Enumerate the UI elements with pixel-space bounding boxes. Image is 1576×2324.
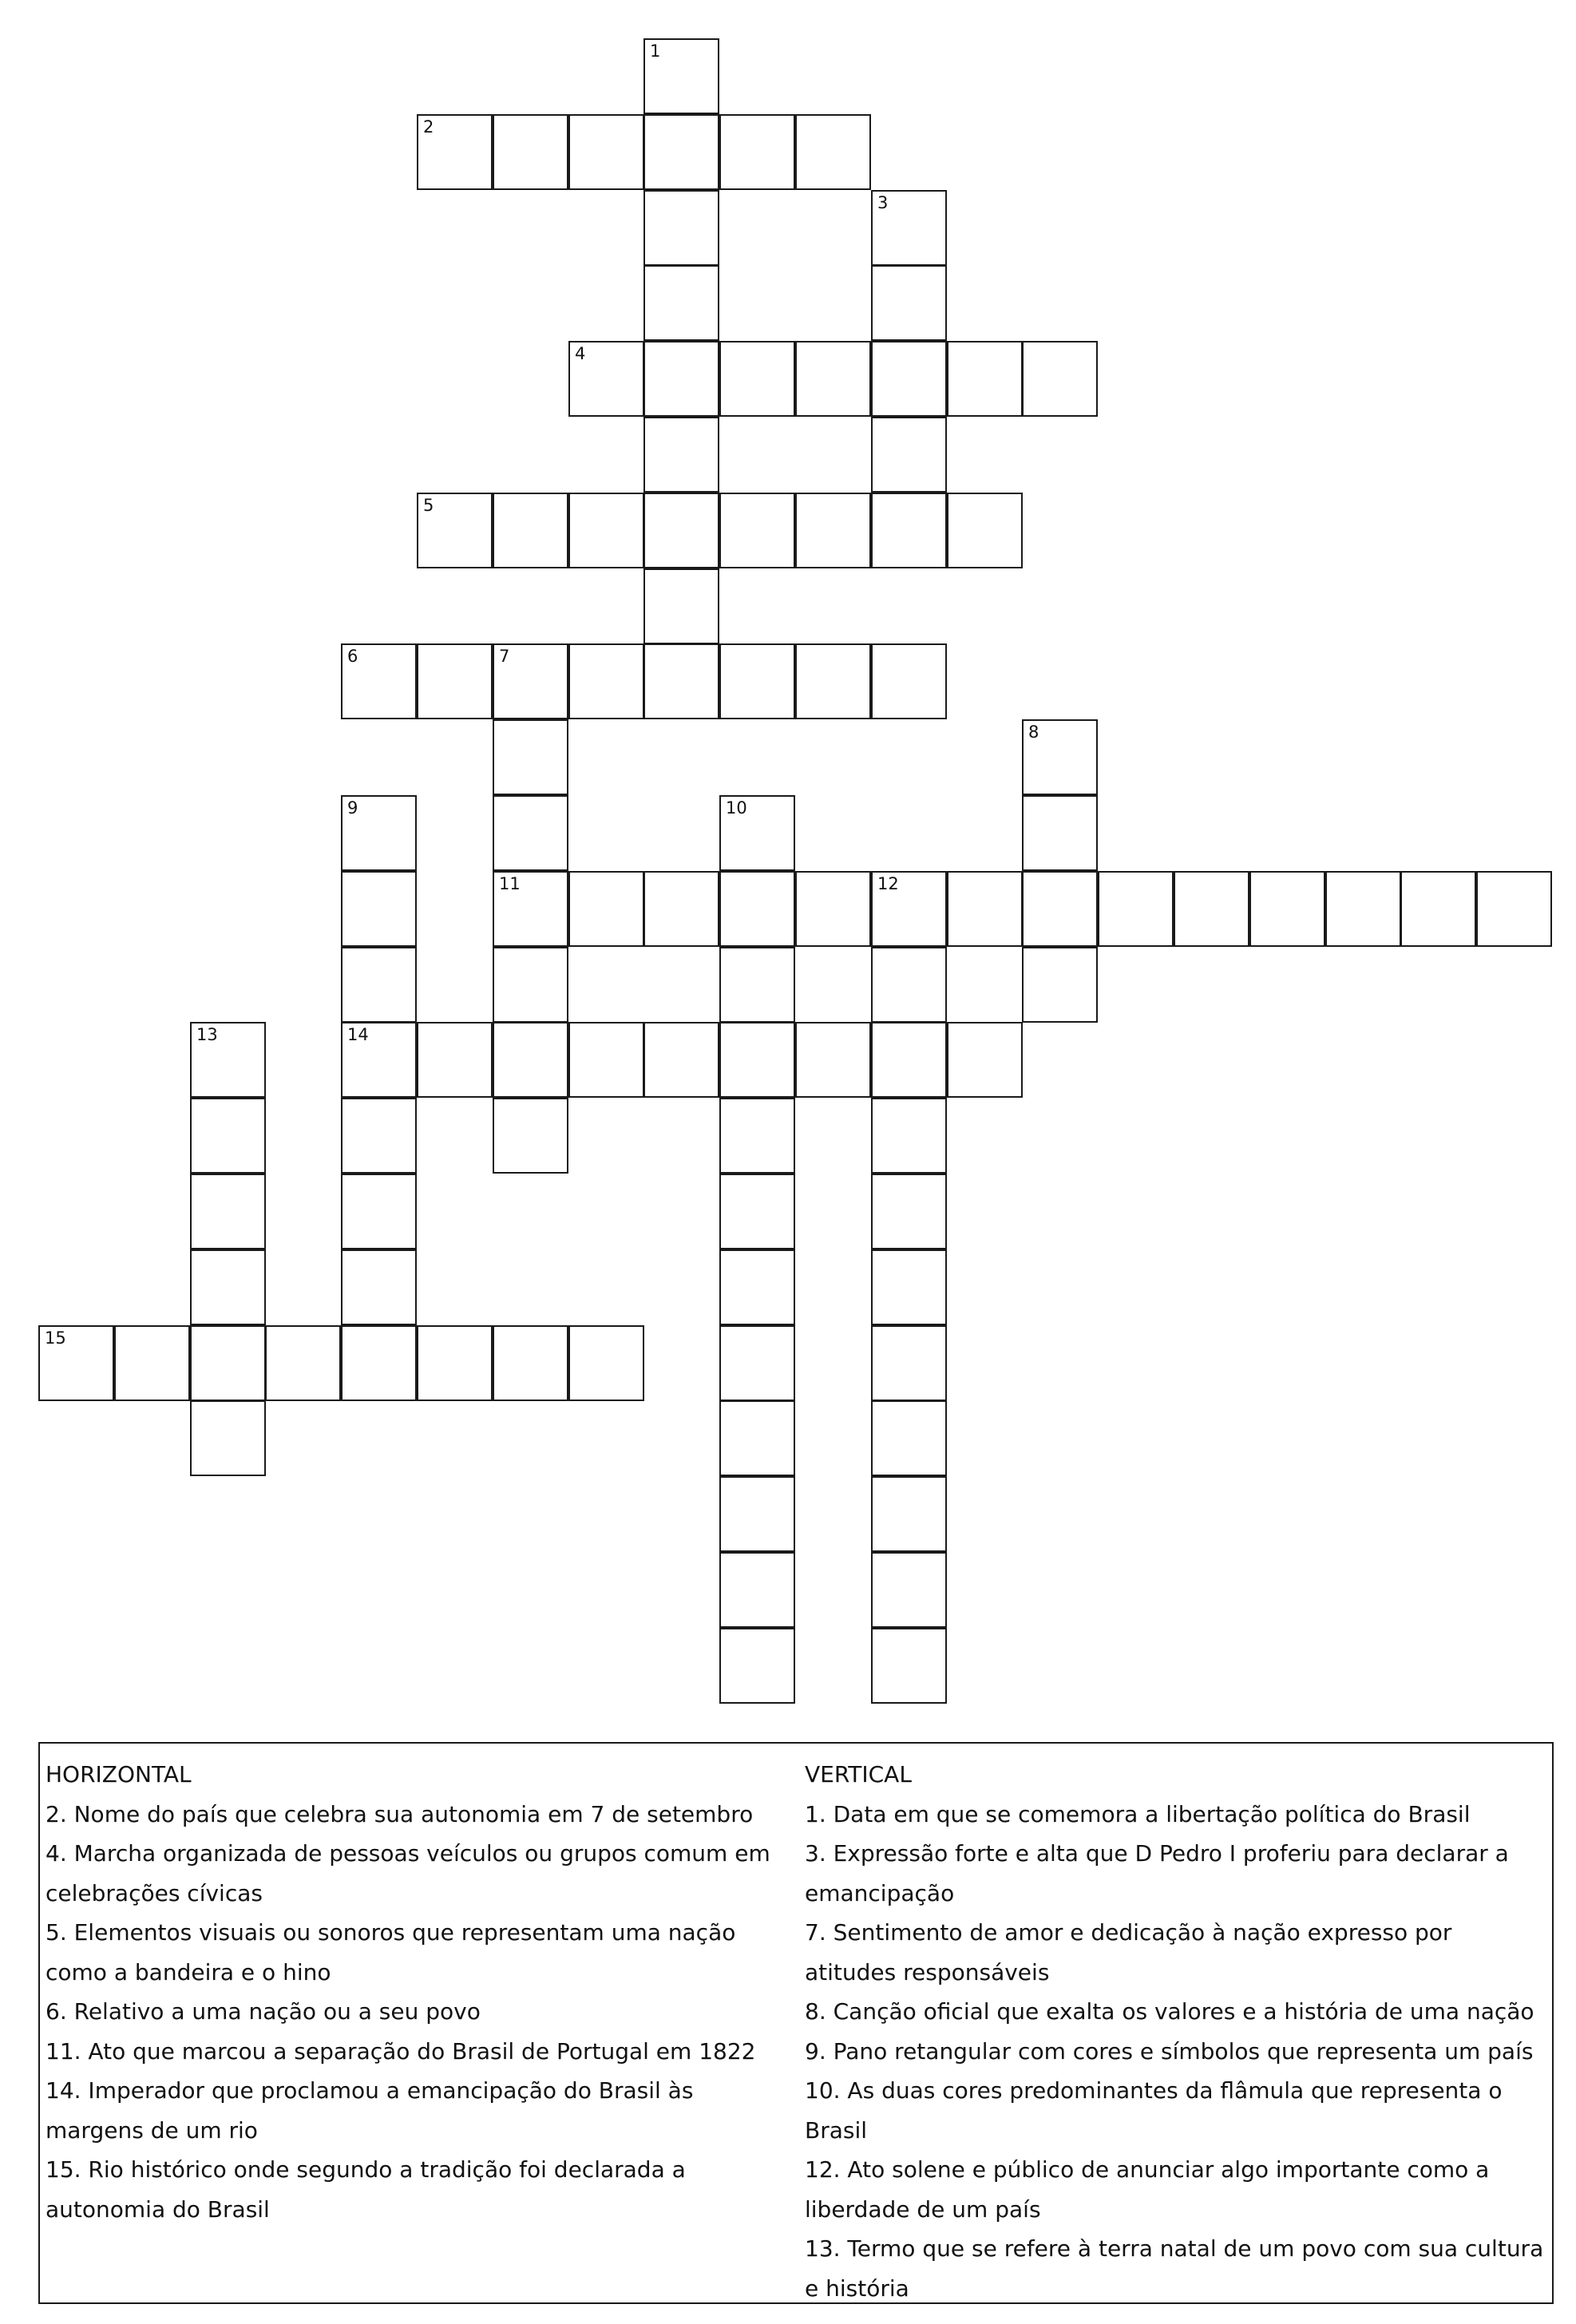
clue-number: 4 xyxy=(575,344,586,363)
grid-cell[interactable] xyxy=(643,341,719,417)
clue-15: 15. Rio histórico onde segundo a tradição foi declarada a autonomia do Brasil xyxy=(46,2156,686,2223)
clues-box xyxy=(38,1742,1554,2304)
grid-cell[interactable] xyxy=(947,341,1023,417)
clue-10: 10. As duas cores predominantes da flâmula que representa o Brasil xyxy=(805,2077,1503,2144)
grid-cell[interactable] xyxy=(190,1098,266,1174)
grid-cell[interactable] xyxy=(719,1476,795,1552)
clue-number: 15 xyxy=(45,1328,66,1348)
vertical-title: VERTICAL xyxy=(805,1761,912,1788)
grid-cell[interactable] xyxy=(795,341,871,417)
grid-cell[interactable] xyxy=(871,1400,947,1476)
grid-cell[interactable] xyxy=(493,719,568,795)
grid-cell[interactable] xyxy=(190,1022,266,1098)
grid-cell[interactable] xyxy=(1249,871,1325,947)
grid-cell[interactable] xyxy=(643,1022,719,1098)
grid-cell[interactable] xyxy=(947,493,1023,568)
grid-cell[interactable] xyxy=(493,1325,568,1401)
grid-cell[interactable] xyxy=(795,493,871,568)
grid-cell[interactable] xyxy=(493,114,568,190)
clue-number: 14 xyxy=(347,1025,369,1044)
clue-14: 14. Imperador que proclamou a emancipação do Brasil às margens de um rio xyxy=(46,2077,694,2144)
grid-cell[interactable] xyxy=(871,417,947,493)
grid-cell[interactable] xyxy=(493,643,568,719)
clue-number: 3 xyxy=(877,193,889,212)
grid-cell[interactable] xyxy=(871,1476,947,1552)
clue-6: 6. Relativo a uma nação ou a seu povo xyxy=(46,1998,481,2025)
grid-cell[interactable] xyxy=(719,1098,795,1174)
grid-cell[interactable] xyxy=(719,1325,795,1401)
grid-cell[interactable] xyxy=(417,643,493,719)
grid-cell[interactable] xyxy=(341,1174,417,1249)
grid-cell[interactable] xyxy=(643,568,719,644)
vertical-clues xyxy=(805,1755,1547,2308)
clue-number: 2 xyxy=(423,117,434,137)
clue-9: 9. Pano retangular com cores e símbolos que representa um país xyxy=(805,2037,1534,2065)
grid-cell[interactable] xyxy=(341,795,417,871)
grid-cell[interactable] xyxy=(341,1325,417,1401)
clue-number: 11 xyxy=(499,874,521,893)
grid-cell[interactable] xyxy=(719,643,795,719)
grid-cell[interactable] xyxy=(341,1249,417,1325)
grid-cell[interactable] xyxy=(417,1022,493,1098)
grid-cell[interactable] xyxy=(719,1022,795,1098)
grid-cell[interactable] xyxy=(871,1325,947,1401)
grid-cell[interactable] xyxy=(38,1325,114,1401)
grid-cell[interactable] xyxy=(719,493,795,568)
clue-number: 6 xyxy=(347,647,358,666)
grid-cell[interactable] xyxy=(643,114,719,190)
clue-number: 5 xyxy=(423,496,434,515)
grid-cell[interactable] xyxy=(1476,871,1552,947)
grid-cell[interactable] xyxy=(795,643,871,719)
grid-cell[interactable] xyxy=(719,947,795,1023)
grid-cell[interactable] xyxy=(947,1022,1023,1098)
grid-cell[interactable] xyxy=(417,114,493,190)
grid-cell[interactable] xyxy=(1022,947,1098,1023)
grid-cell[interactable] xyxy=(417,493,493,568)
clue-11: 11. Ato que marcou a separação do Brasil de Portugal em 1822 xyxy=(46,2037,756,2065)
grid-cell[interactable] xyxy=(493,947,568,1023)
grid-cell[interactable] xyxy=(719,1628,795,1704)
horizontal-clues xyxy=(46,1755,796,2229)
grid-cell[interactable] xyxy=(341,947,417,1023)
grid-cell[interactable] xyxy=(871,947,947,1023)
grid-cell[interactable] xyxy=(719,1400,795,1476)
grid-cell[interactable] xyxy=(719,114,795,190)
clue-13: 13. Termo que se refere à terra natal de um povo com sua cultura e história xyxy=(805,2235,1544,2302)
grid-cell[interactable] xyxy=(493,1098,568,1174)
grid-cell[interactable] xyxy=(719,1249,795,1325)
grid-cell[interactable] xyxy=(643,190,719,266)
grid-cell[interactable] xyxy=(568,341,644,417)
clue-number: 1 xyxy=(650,42,661,61)
grid-cell[interactable] xyxy=(493,871,568,947)
clue-number: 8 xyxy=(1028,723,1039,742)
grid-cell[interactable] xyxy=(568,493,644,568)
clue-7: 7. Sentimento de amor e dedicação à nação expresso por atitudes responsáveis xyxy=(805,1919,1452,1985)
clue-3: 3. Expressão forte e alta que D Pedro I proferiu para declarar a emancipação xyxy=(805,1840,1509,1906)
grid-cell[interactable] xyxy=(871,1022,947,1098)
grid-cell[interactable] xyxy=(265,1325,341,1401)
grid-cell[interactable] xyxy=(871,1098,947,1174)
grid-cell[interactable] xyxy=(1022,795,1098,871)
grid-cell[interactable] xyxy=(568,871,644,947)
grid-cell[interactable] xyxy=(643,265,719,341)
grid-cell[interactable] xyxy=(795,871,871,947)
grid-cell[interactable] xyxy=(643,643,719,719)
clue-2: 2. Nome do país que celebra sua autonomia em 7 de setembro xyxy=(46,1800,754,1827)
grid-cell[interactable] xyxy=(493,1022,568,1098)
grid-cell[interactable] xyxy=(643,417,719,493)
grid-cell[interactable] xyxy=(871,871,947,947)
grid-cell[interactable] xyxy=(1098,871,1174,947)
grid-cell[interactable] xyxy=(1325,871,1401,947)
grid-cell[interactable] xyxy=(643,493,719,568)
grid-cell[interactable] xyxy=(190,1325,266,1401)
grid-cell[interactable] xyxy=(190,1174,266,1249)
grid-cell[interactable] xyxy=(871,341,947,417)
grid-cell[interactable] xyxy=(1022,341,1098,417)
clue-number: 13 xyxy=(196,1025,218,1044)
grid-cell[interactable] xyxy=(1022,719,1098,795)
grid-cell[interactable] xyxy=(341,643,417,719)
grid-cell[interactable] xyxy=(1022,871,1098,947)
grid-cell[interactable] xyxy=(1400,871,1476,947)
grid-cell[interactable] xyxy=(493,493,568,568)
grid-cell[interactable] xyxy=(947,871,1023,947)
grid-cell[interactable] xyxy=(341,1022,417,1098)
horizontal-title: HORIZONTAL xyxy=(46,1761,192,1788)
grid-cell[interactable] xyxy=(341,1098,417,1174)
grid-cell[interactable] xyxy=(795,114,871,190)
grid-cell[interactable] xyxy=(568,114,644,190)
grid-cell[interactable] xyxy=(871,1628,947,1704)
grid-cell[interactable] xyxy=(871,1174,947,1249)
grid-cell[interactable] xyxy=(643,38,719,114)
grid-cell[interactable] xyxy=(417,1325,493,1401)
grid-cell[interactable] xyxy=(719,1552,795,1628)
clue-1: 1. Data em que se comemora a libertação política do Brasil xyxy=(805,1800,1471,1827)
clue-5: 5. Elementos visuais ou sonoros que representam uma nação como a bandeira e o hino xyxy=(46,1919,736,1985)
grid-cell[interactable] xyxy=(643,871,719,947)
grid-cell[interactable] xyxy=(568,643,644,719)
grid-cell[interactable] xyxy=(1174,871,1249,947)
clue-number: 7 xyxy=(499,647,510,666)
grid-cell[interactable] xyxy=(190,1249,266,1325)
grid-cell[interactable] xyxy=(871,190,947,266)
grid-cell[interactable] xyxy=(871,1249,947,1325)
clue-4: 4. Marcha organizada de pessoas veículos ou grupos comum em celebrações cívicas xyxy=(46,1840,770,1906)
clue-number: 12 xyxy=(877,874,899,893)
grid-cell[interactable] xyxy=(568,1325,644,1401)
grid-cell[interactable] xyxy=(795,1022,871,1098)
clue-12: 12. Ato solene e público de anunciar algo importante como a liberdade de um país xyxy=(805,2156,1490,2223)
grid-cell[interactable] xyxy=(493,795,568,871)
clue-number: 9 xyxy=(347,798,358,818)
grid-cell[interactable] xyxy=(719,1174,795,1249)
clue-number: 10 xyxy=(726,798,747,818)
grid-cell[interactable] xyxy=(871,643,947,719)
grid-cell[interactable] xyxy=(719,341,795,417)
grid-cell[interactable] xyxy=(190,1400,266,1476)
grid-cell[interactable] xyxy=(341,871,417,947)
grid-cell[interactable] xyxy=(719,871,795,947)
grid-cell[interactable] xyxy=(871,493,947,568)
grid-cell[interactable] xyxy=(114,1325,190,1401)
grid-cell[interactable] xyxy=(568,1022,644,1098)
grid-cell[interactable] xyxy=(871,1552,947,1628)
clue-8: 8. Canção oficial que exalta os valores e a história de uma nação xyxy=(805,1998,1534,2025)
grid-cell[interactable] xyxy=(719,795,795,871)
grid-cell[interactable] xyxy=(871,265,947,341)
